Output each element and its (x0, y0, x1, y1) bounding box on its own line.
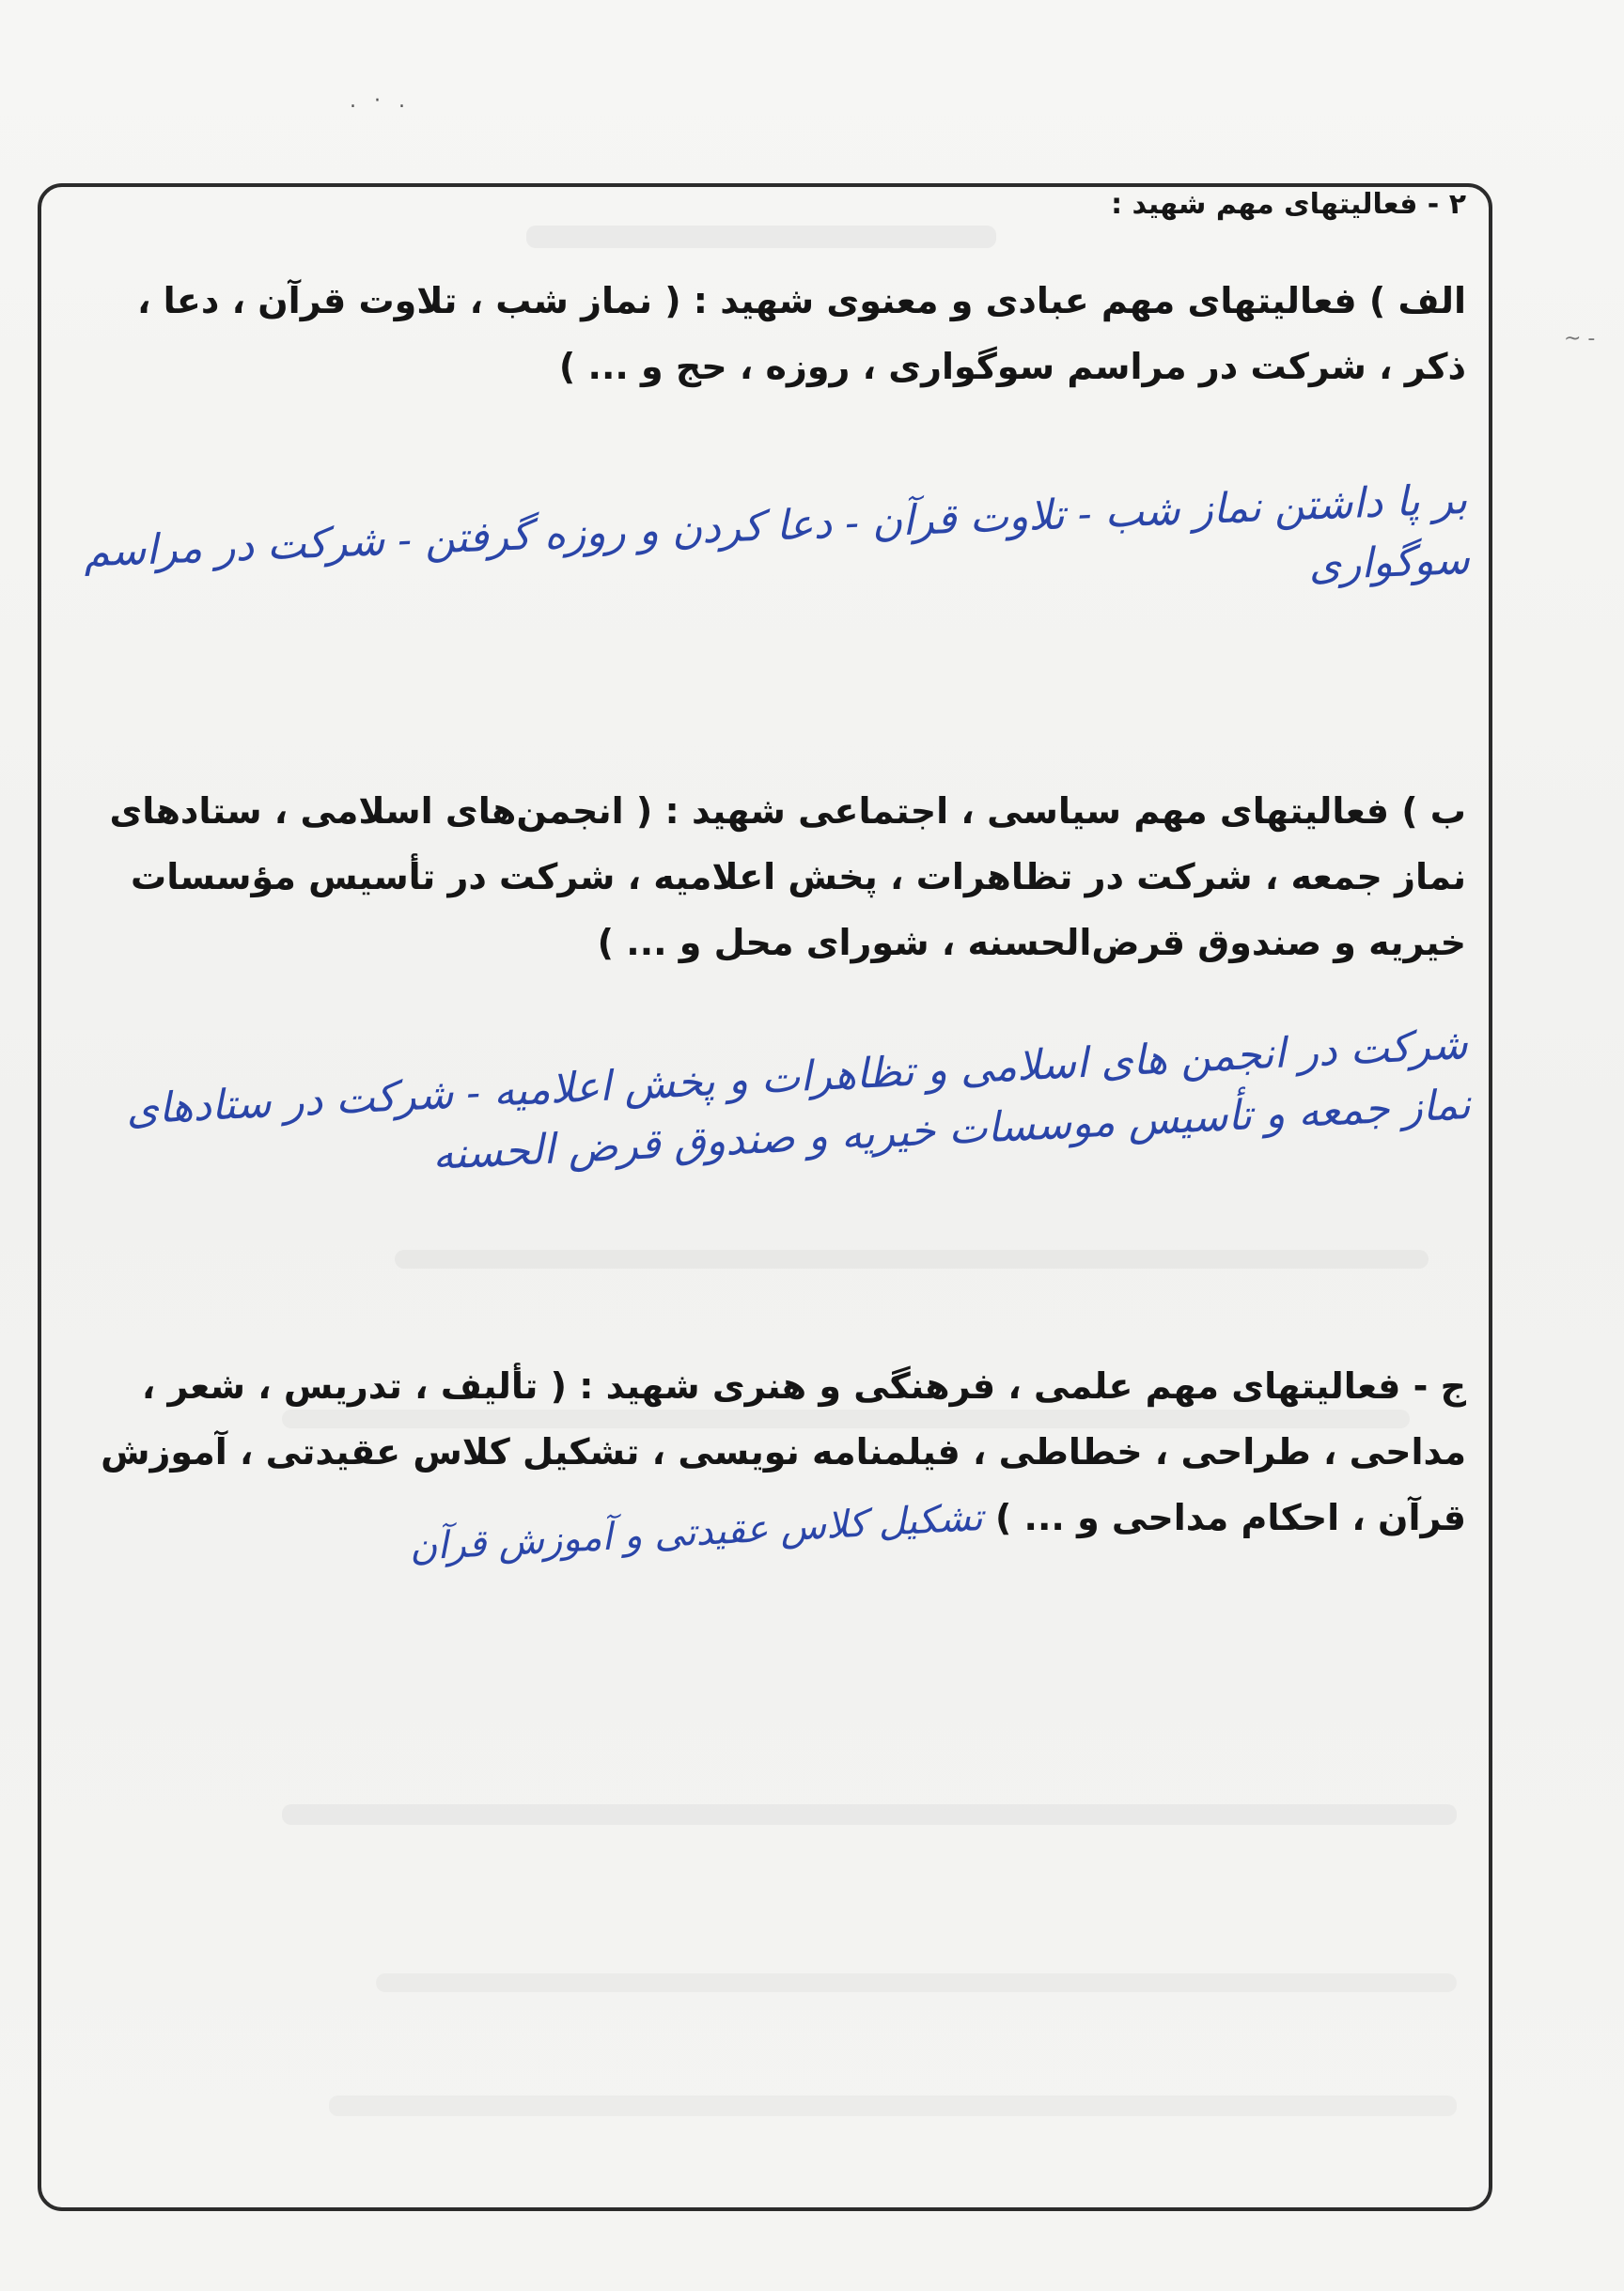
section-a-printed: الف ) فعالیتهای مهم عبادی و معنوی شهید : ( نماز شب ، تلاوت قرآن ، دعا ، ذکر ، شرکت در مراسم سوگواری ، روزه ، حج و ... ) (136, 280, 1466, 387)
section-c-printed (66, 1353, 1466, 1569)
section-b-printed: ب ) فعالیتهای مهم سیاسی ، اجتماعی شهید : ( انجمن‌های اسلامی ، ستادهای نماز جمعه ، شرکت در تظاهرات ، پخش اعلامیه ، شرکت در تأسیس مؤسسات خیریه و صندوق قرض‌الحسنه ، شورای محل و ... ) (109, 790, 1466, 963)
section-c-handwritten: تشکیل کلاس عقیدتی و آموزش قرآن (408, 1496, 984, 1569)
section-c-printed-text: ج - فعالیتهای مهم علمی ، فرهنگی و هنری شهید : ( تألیف ، تدریس ، شعر ، مداحی ، طراحی ، خطاطی ، فیلمنامه نویسی ، تشکیل کلاس عقیدتی ، آموزش قرآن ، احکام مداحی و ... ) (101, 1365, 1466, 1538)
section-b-handwritten: شرکت در انجمن های اسلامی و تظاهرات و پخش اعلامیه - شرکت در ستادهای نماز جمعه و تأسیس موسسات خیریه و صندوق قرض الحسنه (125, 1020, 1472, 1179)
scan-speck: ~ - (1564, 327, 1596, 351)
scan-speck: . · . (350, 89, 411, 113)
section-heading: ۲ - فعالیتهای مهم شهید : (1111, 188, 1466, 221)
section-a-handwritten: بر پا داشتن نماز شب - تلاوت قرآن - دعا کردن و روزه گرفتن - شرکت در مراسم سوگواری (83, 475, 1471, 590)
